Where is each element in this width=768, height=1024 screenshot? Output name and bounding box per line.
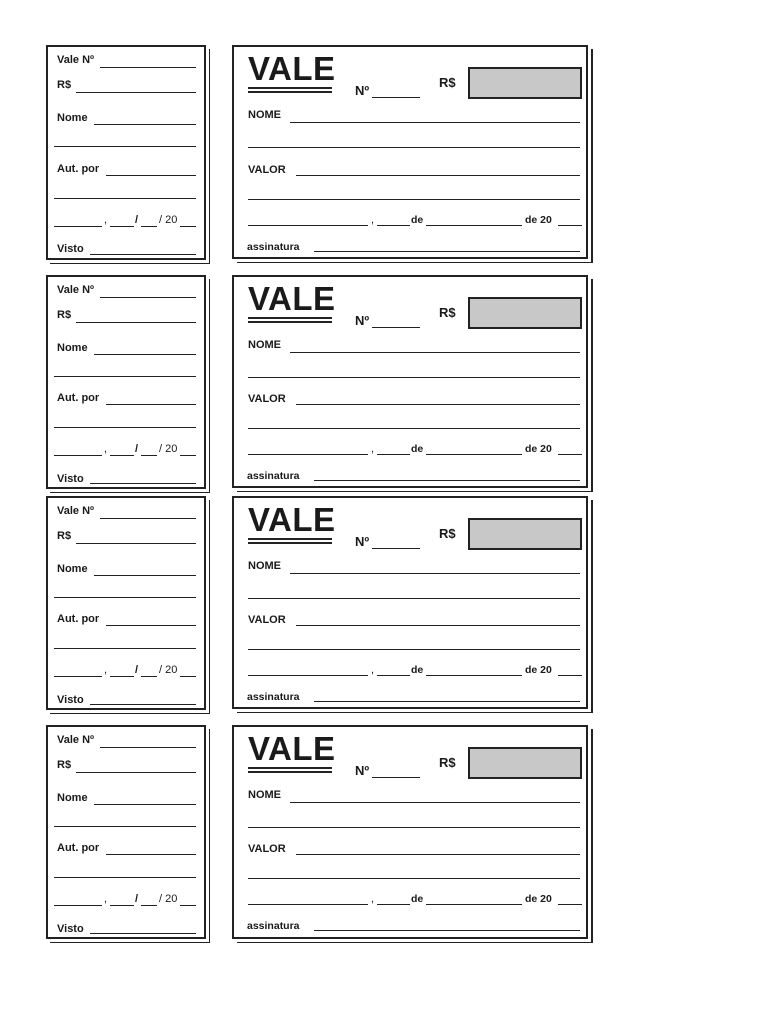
- title-underline-1: [248, 538, 332, 540]
- stub-visto-label: Visto: [57, 923, 84, 935]
- voucher-valor-field-2[interactable]: [248, 878, 580, 879]
- voucher-nome-field[interactable]: [290, 352, 580, 353]
- voucher-month-field[interactable]: [426, 675, 522, 676]
- voucher-assinatura-label: assinatura: [247, 241, 300, 253]
- stub-aut-por-field[interactable]: [106, 404, 196, 405]
- stub-vale-no-label: Vale Nº: [57, 505, 95, 517]
- voucher-month-field[interactable]: [426, 225, 522, 226]
- voucher-de-label: de: [411, 664, 424, 676]
- title-underline-1: [248, 317, 332, 319]
- voucher-year-field[interactable]: [558, 904, 582, 905]
- voucher-valor-field[interactable]: [296, 404, 580, 405]
- voucher-nome-label: NOME: [248, 339, 281, 351]
- voucher-title: VALE: [248, 501, 336, 538]
- voucher-1: [232, 45, 588, 259]
- stub-date-slash: /: [135, 664, 139, 676]
- voucher-assinatura-label: assinatura: [247, 920, 300, 932]
- voucher-4: [232, 725, 588, 939]
- stub-rs-field[interactable]: [76, 92, 196, 93]
- voucher-rs-value-box[interactable]: [468, 518, 582, 550]
- stub-visto-field[interactable]: [90, 254, 196, 255]
- voucher-comma: ,: [371, 893, 375, 905]
- voucher-de-label: de: [411, 214, 424, 226]
- stub-nome-field-2[interactable]: [54, 376, 196, 377]
- stub-nome-field-2[interactable]: [54, 826, 196, 827]
- stub-rs-field[interactable]: [76, 772, 196, 773]
- stub-2: [46, 275, 206, 489]
- stub-aut-por-label: Aut. por: [57, 163, 100, 175]
- stub-date-slash: /: [135, 443, 139, 455]
- stub-date-comma: ,: [104, 893, 108, 905]
- voucher-rs-label: R$: [439, 305, 456, 320]
- stub-aut-por-label: Aut. por: [57, 842, 100, 854]
- title-underline-2: [248, 771, 332, 773]
- stub-date-year[interactable]: [180, 455, 196, 456]
- voucher-nome-field-2[interactable]: [248, 598, 580, 599]
- stub-nome-field-2[interactable]: [54, 146, 196, 147]
- voucher-no-field[interactable]: [372, 327, 420, 328]
- voucher-no-field[interactable]: [372, 97, 420, 98]
- stub-date-comma: ,: [104, 214, 108, 226]
- voucher-no-label: Nº: [355, 83, 370, 98]
- stub-aut-por-field[interactable]: [106, 175, 196, 176]
- voucher-de-20-label: de 20: [525, 664, 552, 676]
- voucher-no-field[interactable]: [372, 777, 420, 778]
- voucher-assinatura-field[interactable]: [314, 701, 580, 702]
- stub-date-day[interactable]: [54, 226, 102, 227]
- voucher-de-label: de: [411, 893, 424, 905]
- voucher-year-field[interactable]: [558, 454, 582, 455]
- stub-aut-por-label: Aut. por: [57, 392, 100, 404]
- voucher-title: VALE: [248, 280, 336, 317]
- voucher-3: [232, 496, 588, 709]
- voucher-nome-label: NOME: [248, 560, 281, 572]
- voucher-valor-field-2[interactable]: [248, 649, 580, 650]
- voucher-nome-field[interactable]: [290, 573, 580, 574]
- voucher-assinatura-label: assinatura: [247, 691, 300, 703]
- voucher-comma: ,: [371, 443, 375, 455]
- stub-rs-label: R$: [57, 530, 72, 542]
- stub-date-day[interactable]: [54, 905, 102, 906]
- voucher-valor-field-2[interactable]: [248, 428, 580, 429]
- voucher-valor-label: VALOR: [248, 164, 286, 176]
- voucher-rs-value-box[interactable]: [468, 297, 582, 329]
- stub-date-month[interactable]: [110, 455, 134, 456]
- stub-aut-por-field[interactable]: [106, 854, 196, 855]
- voucher-city-field[interactable]: [248, 454, 368, 455]
- voucher-rs-label: R$: [439, 526, 456, 541]
- voucher-valor-field[interactable]: [296, 625, 580, 626]
- voucher-rs-label: R$: [439, 755, 456, 770]
- voucher-de-20-label: de 20: [525, 214, 552, 226]
- voucher-rs-value-box[interactable]: [468, 67, 582, 99]
- stub-1: [46, 45, 206, 260]
- voucher-no-label: Nº: [355, 763, 370, 778]
- voucher-valor-field-2[interactable]: [248, 199, 580, 200]
- stub-4: [46, 725, 206, 939]
- stub-vale-no-field[interactable]: [100, 747, 196, 748]
- voucher-nome-label: NOME: [248, 789, 281, 801]
- voucher-city-field[interactable]: [248, 225, 368, 226]
- stub-visto-field[interactable]: [90, 933, 196, 934]
- stub-rs-label: R$: [57, 309, 72, 321]
- stub-date-month-2[interactable]: [141, 455, 157, 456]
- voucher-nome-field[interactable]: [290, 802, 580, 803]
- stub-vale-no-field[interactable]: [100, 518, 196, 519]
- voucher-assinatura-field[interactable]: [314, 930, 580, 931]
- title-underline-2: [248, 91, 332, 93]
- voucher-valor-label: VALOR: [248, 614, 286, 626]
- voucher-valor-label: VALOR: [248, 843, 286, 855]
- voucher-no-field[interactable]: [372, 548, 420, 549]
- stub-date-month[interactable]: [110, 676, 134, 677]
- stub-date-year[interactable]: [180, 226, 196, 227]
- voucher-de-20-label: de 20: [525, 893, 552, 905]
- voucher-valor-label: VALOR: [248, 393, 286, 405]
- voucher-rs-value-box[interactable]: [468, 747, 582, 779]
- stub-vale-no-label: Vale Nº: [57, 734, 95, 746]
- stub-nome-label: Nome: [57, 563, 88, 575]
- title-underline-2: [248, 542, 332, 544]
- stub-vale-no-field[interactable]: [100, 297, 196, 298]
- voucher-rs-label: R$: [439, 75, 456, 90]
- stub-date-slash: /: [135, 214, 139, 226]
- stub-date-comma: ,: [104, 443, 108, 455]
- stub-date-day[interactable]: [54, 455, 102, 456]
- stub-3: [46, 496, 206, 710]
- voucher-city-field[interactable]: [248, 675, 368, 676]
- voucher-de-20-label: de 20: [525, 443, 552, 455]
- stub-date-year[interactable]: [180, 905, 196, 906]
- stub-visto-label: Visto: [57, 694, 84, 706]
- stub-rs-label: R$: [57, 79, 72, 91]
- stub-vale-no-label: Vale Nº: [57, 284, 95, 296]
- voucher-valor-field[interactable]: [296, 175, 580, 176]
- stub-visto-label: Visto: [57, 473, 84, 485]
- voucher-year-field[interactable]: [558, 675, 582, 676]
- stub-aut-por-field[interactable]: [106, 625, 196, 626]
- voucher-nome-field-2[interactable]: [248, 147, 580, 148]
- voucher-year-field[interactable]: [558, 225, 582, 226]
- voucher-day-field[interactable]: [377, 904, 410, 905]
- stub-date-year-prefix: / 20: [159, 893, 178, 905]
- stub-nome-field[interactable]: [94, 575, 196, 576]
- title-underline-2: [248, 321, 332, 323]
- stub-nome-field[interactable]: [94, 804, 196, 805]
- title-underline-1: [248, 87, 332, 89]
- voucher-assinatura-field[interactable]: [314, 251, 580, 252]
- stub-nome-field[interactable]: [94, 354, 196, 355]
- voucher-assinatura-field[interactable]: [314, 480, 580, 481]
- voucher-month-field[interactable]: [426, 454, 522, 455]
- voucher-title: VALE: [248, 50, 336, 87]
- stub-date-year-prefix: / 20: [159, 664, 178, 676]
- stub-visto-field[interactable]: [90, 483, 196, 484]
- stub-date-day[interactable]: [54, 676, 102, 677]
- stub-aut-por-label: Aut. por: [57, 613, 100, 625]
- stub-rs-label: R$: [57, 759, 72, 771]
- voucher-no-label: Nº: [355, 313, 370, 328]
- voucher-title: VALE: [248, 730, 336, 767]
- stub-visto-field[interactable]: [90, 704, 196, 705]
- voucher-comma: ,: [371, 214, 375, 226]
- stub-date-month[interactable]: [110, 905, 134, 906]
- stub-date-comma: ,: [104, 664, 108, 676]
- stub-date-year[interactable]: [180, 676, 196, 677]
- voucher-nome-label: NOME: [248, 109, 281, 121]
- stub-aut-por-field-2[interactable]: [54, 877, 196, 878]
- voucher-comma: ,: [371, 664, 375, 676]
- stub-date-slash: /: [135, 893, 139, 905]
- stub-vale-no-label: Vale Nº: [57, 54, 95, 66]
- stub-nome-label: Nome: [57, 342, 88, 354]
- voucher-nome-field-2[interactable]: [248, 827, 580, 828]
- stub-aut-por-field-2[interactable]: [54, 648, 196, 649]
- voucher-2: [232, 275, 588, 488]
- voucher-day-field[interactable]: [377, 225, 410, 226]
- stub-date-month[interactable]: [110, 226, 134, 227]
- voucher-valor-field[interactable]: [296, 854, 580, 855]
- voucher-day-field[interactable]: [377, 454, 410, 455]
- stub-date-month-2[interactable]: [141, 226, 157, 227]
- stub-date-year-prefix: / 20: [159, 214, 178, 226]
- stub-nome-field[interactable]: [94, 124, 196, 125]
- stub-nome-label: Nome: [57, 792, 88, 804]
- title-underline-1: [248, 767, 332, 769]
- stub-rs-field[interactable]: [76, 543, 196, 544]
- voucher-day-field[interactable]: [377, 675, 410, 676]
- voucher-nome-field-2[interactable]: [248, 377, 580, 378]
- voucher-month-field[interactable]: [426, 904, 522, 905]
- voucher-de-label: de: [411, 443, 424, 455]
- voucher-no-label: Nº: [355, 534, 370, 549]
- stub-date-month-2[interactable]: [141, 676, 157, 677]
- stub-aut-por-field-2[interactable]: [54, 427, 196, 428]
- stub-nome-label: Nome: [57, 112, 88, 124]
- stub-aut-por-field-2[interactable]: [54, 198, 196, 199]
- stub-vale-no-field[interactable]: [100, 67, 196, 68]
- voucher-city-field[interactable]: [248, 904, 368, 905]
- stub-date-year-prefix: / 20: [159, 443, 178, 455]
- stub-date-month-2[interactable]: [141, 905, 157, 906]
- voucher-nome-field[interactable]: [290, 122, 580, 123]
- stub-nome-field-2[interactable]: [54, 597, 196, 598]
- voucher-assinatura-label: assinatura: [247, 470, 300, 482]
- stub-visto-label: Visto: [57, 243, 84, 255]
- stub-rs-field[interactable]: [76, 322, 196, 323]
